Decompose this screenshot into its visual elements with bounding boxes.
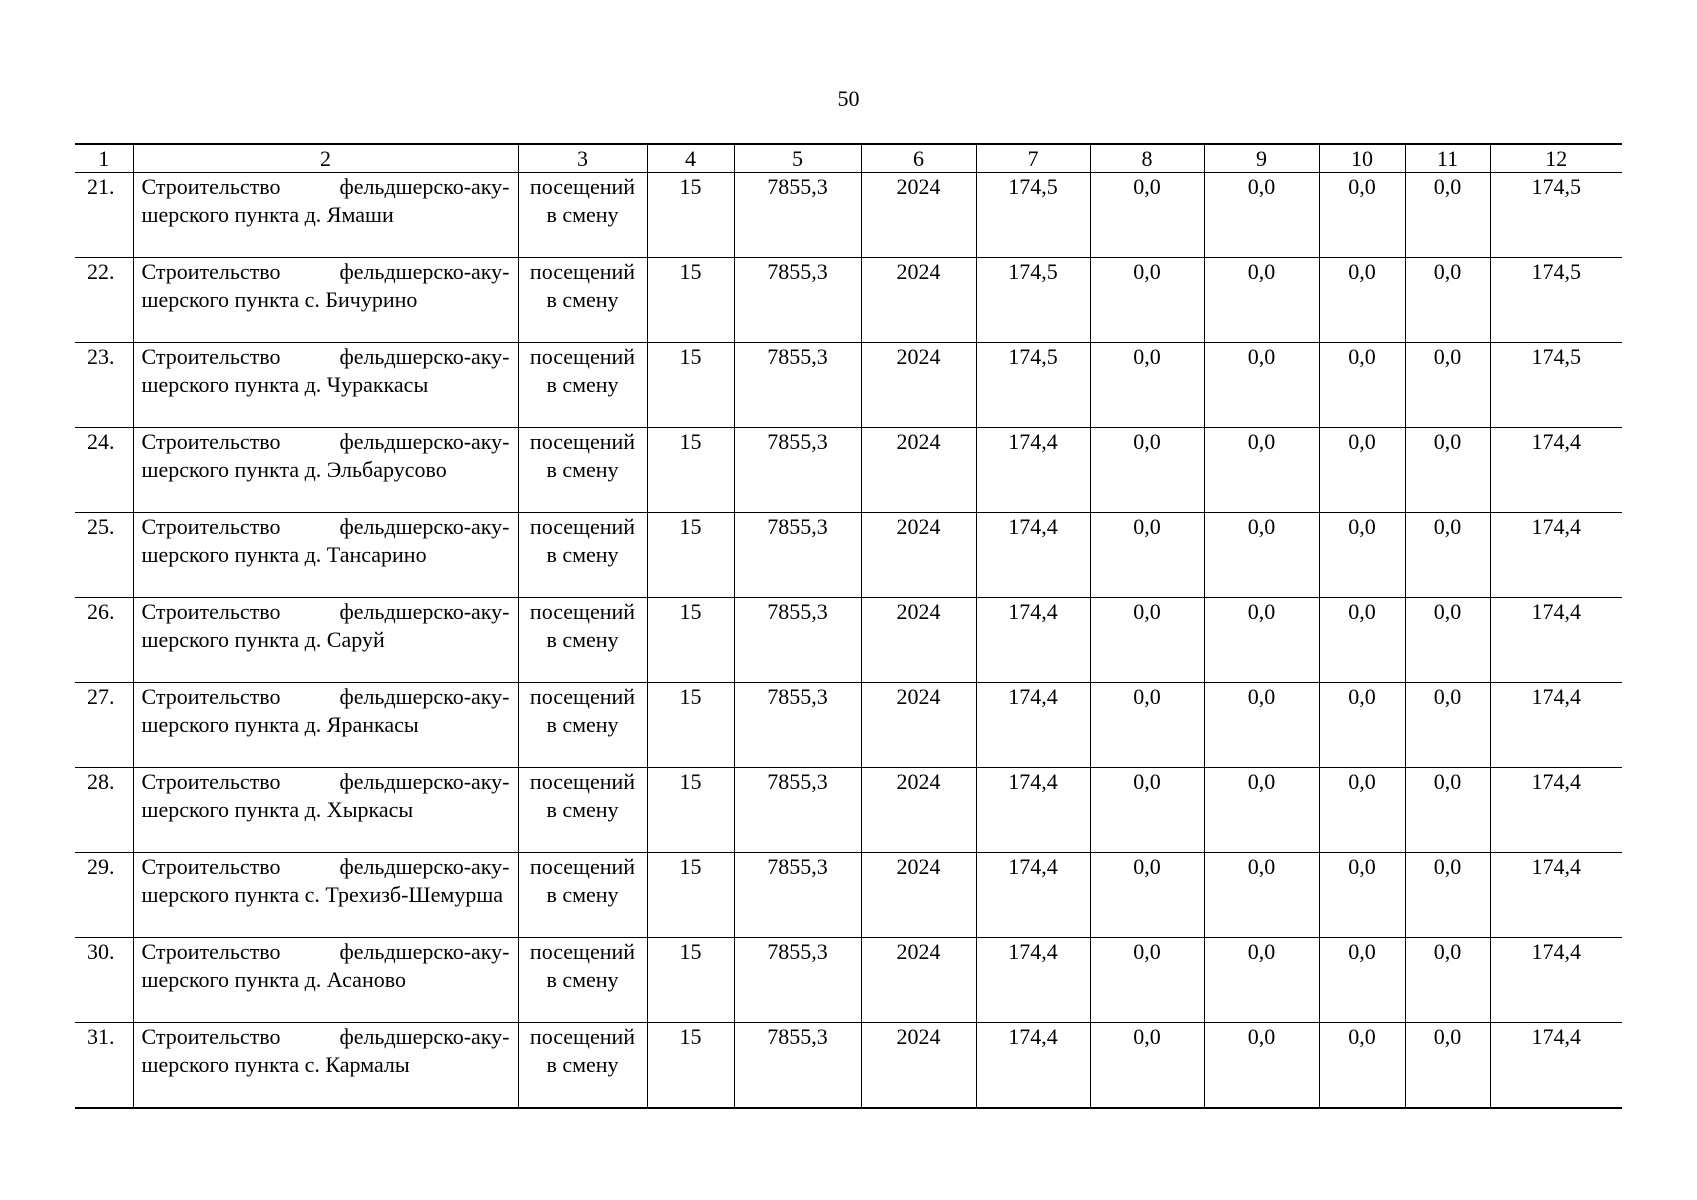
col7-value: 174,4	[976, 1023, 1090, 1109]
table-row	[75, 513, 1622, 598]
row-number: 23.	[75, 343, 133, 428]
col8-value: 0,0	[1090, 343, 1204, 428]
capacity-value: 15	[647, 1023, 734, 1109]
table-row	[75, 343, 1622, 428]
table-header	[75, 144, 1622, 173]
year-value: 2024	[861, 853, 976, 938]
col9-value: 0,0	[1204, 428, 1319, 513]
row-number: 26.	[75, 598, 133, 683]
unit: посещений в смену	[518, 683, 647, 768]
year-value: 2024	[861, 768, 976, 853]
col9-value: 0,0	[1204, 853, 1319, 938]
col9-value: 0,0	[1204, 173, 1319, 258]
object-name: Строительство фельдшерско-акушерского пункта с. Кармалы	[133, 1023, 518, 1109]
col12-value: 174,4	[1490, 513, 1622, 598]
capacity-value: 15	[647, 513, 734, 598]
year-value: 2024	[861, 428, 976, 513]
col7-value: 174,4	[976, 683, 1090, 768]
column-number: 12	[1490, 144, 1622, 173]
year-value: 2024	[861, 1023, 976, 1109]
column-number: 10	[1319, 144, 1405, 173]
capacity-value: 15	[647, 938, 734, 1023]
column-number: 7	[976, 144, 1090, 173]
col10-value: 0,0	[1319, 683, 1405, 768]
col10-value: 0,0	[1319, 853, 1405, 938]
col12-value: 174,4	[1490, 768, 1622, 853]
col10-value: 0,0	[1319, 258, 1405, 343]
col8-value: 0,0	[1090, 938, 1204, 1023]
col9-value: 0,0	[1204, 768, 1319, 853]
col7-value: 174,4	[976, 938, 1090, 1023]
col7-value: 174,4	[976, 853, 1090, 938]
capacity-value: 15	[647, 598, 734, 683]
col10-value: 0,0	[1319, 513, 1405, 598]
col11-value: 0,0	[1405, 173, 1490, 258]
object-name: Строительство фельдшерско-акушерского пункта д. Саруй	[133, 598, 518, 683]
col7-value: 174,4	[976, 428, 1090, 513]
row-number: 21.	[75, 173, 133, 258]
row-number: 25.	[75, 513, 133, 598]
object-name: Строительство фельдшерско-акушерского пункта д. Эльбарусово	[133, 428, 518, 513]
column-number-row	[75, 144, 1622, 173]
row-number: 31.	[75, 1023, 133, 1109]
col11-value: 0,0	[1405, 428, 1490, 513]
year-value: 2024	[861, 173, 976, 258]
col12-value: 174,4	[1490, 428, 1622, 513]
col7-value: 174,4	[976, 513, 1090, 598]
col7-value: 174,4	[976, 768, 1090, 853]
col12-value: 174,4	[1490, 938, 1622, 1023]
row-number: 29.	[75, 853, 133, 938]
col11-value: 0,0	[1405, 343, 1490, 428]
table-row	[75, 258, 1622, 343]
unit: посещений в смену	[518, 1023, 647, 1109]
col11-value: 0,0	[1405, 853, 1490, 938]
unit: посещений в смену	[518, 938, 647, 1023]
cost-value: 7855,3	[734, 258, 861, 343]
col11-value: 0,0	[1405, 768, 1490, 853]
column-number: 6	[861, 144, 976, 173]
table-row	[75, 1023, 1622, 1109]
col9-value: 0,0	[1204, 938, 1319, 1023]
table-row	[75, 598, 1622, 683]
col11-value: 0,0	[1405, 1023, 1490, 1109]
year-value: 2024	[861, 938, 976, 1023]
object-name: Строительство фельдшерско-акушерского пункта с. Бичурино	[133, 258, 518, 343]
col10-value: 0,0	[1319, 938, 1405, 1023]
cost-value: 7855,3	[734, 343, 861, 428]
unit: посещений в смену	[518, 343, 647, 428]
capacity-value: 15	[647, 173, 734, 258]
col12-value: 174,5	[1490, 173, 1622, 258]
column-number: 3	[518, 144, 647, 173]
year-value: 2024	[861, 513, 976, 598]
col11-value: 0,0	[1405, 683, 1490, 768]
unit: посещений в смену	[518, 768, 647, 853]
cost-value: 7855,3	[734, 513, 861, 598]
cost-value: 7855,3	[734, 938, 861, 1023]
col8-value: 0,0	[1090, 768, 1204, 853]
capacity-value: 15	[647, 768, 734, 853]
col9-value: 0,0	[1204, 343, 1319, 428]
year-value: 2024	[861, 683, 976, 768]
object-name: Строительство фельдшерско-акушерского пункта д. Асаново	[133, 938, 518, 1023]
col11-value: 0,0	[1405, 258, 1490, 343]
col10-value: 0,0	[1319, 598, 1405, 683]
col7-value: 174,4	[976, 598, 1090, 683]
col12-value: 174,4	[1490, 598, 1622, 683]
year-value: 2024	[861, 343, 976, 428]
object-name: Строительство фельдшерско-акушерского пункта д. Яранкасы	[133, 683, 518, 768]
col11-value: 0,0	[1405, 513, 1490, 598]
table-row	[75, 768, 1622, 853]
col8-value: 0,0	[1090, 428, 1204, 513]
col11-value: 0,0	[1405, 938, 1490, 1023]
unit: посещений в смену	[518, 513, 647, 598]
cost-value: 7855,3	[734, 1023, 861, 1109]
col10-value: 0,0	[1319, 1023, 1405, 1109]
table-row	[75, 683, 1622, 768]
row-number: 28.	[75, 768, 133, 853]
col8-value: 0,0	[1090, 1023, 1204, 1109]
cost-value: 7855,3	[734, 428, 861, 513]
column-number: 2	[133, 144, 518, 173]
col8-value: 0,0	[1090, 598, 1204, 683]
object-name: Строительство фельдшерско-акушерского пункта д. Ямаши	[133, 173, 518, 258]
table-row	[75, 938, 1622, 1023]
col8-value: 0,0	[1090, 173, 1204, 258]
cost-value: 7855,3	[734, 598, 861, 683]
capacity-value: 15	[647, 343, 734, 428]
column-number: 11	[1405, 144, 1490, 173]
col9-value: 0,0	[1204, 258, 1319, 343]
col9-value: 0,0	[1204, 1023, 1319, 1109]
col12-value: 174,5	[1490, 258, 1622, 343]
col9-value: 0,0	[1204, 598, 1319, 683]
col10-value: 0,0	[1319, 343, 1405, 428]
capacity-value: 15	[647, 853, 734, 938]
col10-value: 0,0	[1319, 173, 1405, 258]
table-row	[75, 853, 1622, 938]
capacity-value: 15	[647, 258, 734, 343]
unit: посещений в смену	[518, 598, 647, 683]
col7-value: 174,5	[976, 173, 1090, 258]
object-name: Строительство фельдшерско-акушерского пункта с. Трехизб-Шемурша	[133, 853, 518, 938]
col12-value: 174,4	[1490, 1023, 1622, 1109]
cost-value: 7855,3	[734, 173, 861, 258]
col10-value: 0,0	[1319, 428, 1405, 513]
capacity-value: 15	[647, 683, 734, 768]
col11-value: 0,0	[1405, 598, 1490, 683]
cost-value: 7855,3	[734, 683, 861, 768]
cost-value: 7855,3	[734, 768, 861, 853]
unit: посещений в смену	[518, 853, 647, 938]
col8-value: 0,0	[1090, 683, 1204, 768]
unit: посещений в смену	[518, 173, 647, 258]
col9-value: 0,0	[1204, 513, 1319, 598]
col9-value: 0,0	[1204, 683, 1319, 768]
col12-value: 174,5	[1490, 343, 1622, 428]
row-number: 22.	[75, 258, 133, 343]
year-value: 2024	[861, 598, 976, 683]
object-name: Строительство фельдшерско-акушерского пункта д. Хыркасы	[133, 768, 518, 853]
column-number: 9	[1204, 144, 1319, 173]
column-number: 4	[647, 144, 734, 173]
row-number: 30.	[75, 938, 133, 1023]
table-row	[75, 428, 1622, 513]
table-body	[75, 173, 1622, 1109]
col10-value: 0,0	[1319, 768, 1405, 853]
object-name: Строительство фельдшерско-акушерского пункта д. Чураккасы	[133, 343, 518, 428]
column-number: 8	[1090, 144, 1204, 173]
cost-value: 7855,3	[734, 853, 861, 938]
col8-value: 0,0	[1090, 513, 1204, 598]
object-name: Строительство фельдшерско-акушерского пункта д. Тансарино	[133, 513, 518, 598]
unit: посещений в смену	[518, 428, 647, 513]
data-table	[75, 143, 1622, 1109]
year-value: 2024	[861, 258, 976, 343]
column-number: 1	[75, 144, 133, 173]
col8-value: 0,0	[1090, 853, 1204, 938]
column-number: 5	[734, 144, 861, 173]
table-row	[75, 173, 1622, 258]
row-number: 27.	[75, 683, 133, 768]
capacity-value: 15	[647, 428, 734, 513]
col12-value: 174,4	[1490, 683, 1622, 768]
col7-value: 174,5	[976, 258, 1090, 343]
page-number: 50	[837, 86, 860, 111]
row-number: 24.	[75, 428, 133, 513]
col12-value: 174,4	[1490, 853, 1622, 938]
unit: посещений в смену	[518, 258, 647, 343]
col7-value: 174,5	[976, 343, 1090, 428]
col8-value: 0,0	[1090, 258, 1204, 343]
